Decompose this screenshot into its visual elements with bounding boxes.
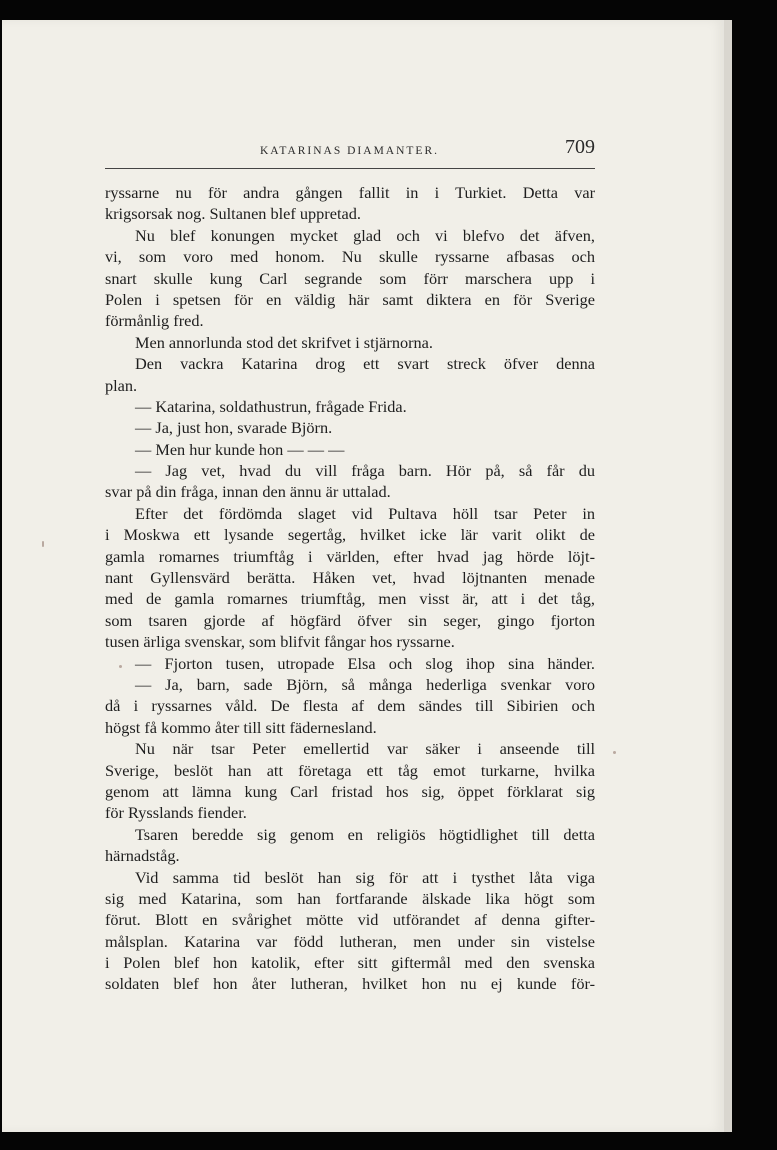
text-line: högst få kommo åter till sitt fädernesland. (105, 717, 377, 737)
text-line: — Ja, barn, sade Björn, så många hederliga svenkar voro (135, 674, 595, 694)
text-line: ryssarne nu för andra gången fallit in i Turkiet. Detta var (105, 183, 595, 202)
text-line: Tsaren beredde sig genom en religiös högtidlighet till detta (135, 824, 595, 844)
text-line: med de gamla romarnes triumftåg, men visst är, att i det tåg, (105, 589, 595, 609)
text-line: härnadståg. (105, 846, 180, 866)
text-line: soldaten blef hon åter lutheran, hvilket hon nu ej kunde för- (105, 974, 595, 994)
book-page (2, 20, 724, 1132)
text-line: då i ryssarnes våld. De flesta af dem sändes till Sibirien och (105, 696, 595, 716)
text-line: — Jag vet, hvad du vill fråga barn. Hör på, så får du (135, 461, 595, 481)
text-line: Nu blef konungen mycket glad och vi blefvo det äfven, (135, 225, 595, 245)
paper-speck (613, 751, 616, 754)
text-line: — Men hur kunde hon — — — (135, 439, 345, 459)
page-number: 709 (565, 136, 595, 158)
text-line: — Fjorton tusen, utropade Elsa och slog ihop sina händer. (135, 653, 595, 673)
paper-speck (42, 541, 44, 547)
page-edge-shadow (724, 20, 732, 1132)
text-line: tusen ärliga svenskar, som blifvit fångar hos ryssarne. (105, 632, 455, 652)
text-line: sig med Katarina, som han fortfarande älskade lika högt som (105, 888, 595, 908)
text-line: Nu när tsar Peter emellertid var säker i anseende till (135, 739, 595, 759)
text-line: plan. (105, 375, 138, 395)
paper-speck (119, 665, 122, 668)
text-line: målsplan. Katarina var född lutheran, men under sin vistelse (105, 931, 595, 951)
text-line: vi, som voro med honom. Nu skulle ryssarne afbasas och (105, 247, 595, 267)
text-line: Sverige, beslöt han att företaga ett tåg emot turkarne, hvilka (105, 760, 595, 780)
text-line: i Polen blef hon katolik, efter sitt giftermål med den svenska (105, 953, 595, 973)
text-line: gamla romarnes triumftåg i världen, efter hvad jag hörde löjt- (105, 546, 595, 566)
text-line: Polen i spetsen för en väldig här samt diktera en för Sverige (105, 289, 595, 309)
text-line: — Katarina, soldathustrun, frågade Frida. (135, 396, 407, 416)
page-body-text (105, 182, 595, 995)
text-line: förmånlig fred. (105, 311, 204, 331)
text-line: Efter det fördömda slaget vid Pultava höll tsar Peter in (135, 503, 595, 523)
text-line: nant Gyllensvärd berätta. Håken vet, hvad löjtnanten menade (105, 568, 595, 588)
text-line: för Rysslands fiender. (105, 803, 247, 823)
text-line: krigsorsak nog. Sultanen blef uppretad. (105, 204, 361, 224)
text-line: Men annorlunda stod det skrifvet i stjärnorna. (135, 332, 433, 352)
running-title: KATARINAS DIAMANTER. (260, 145, 439, 157)
text-line: Den vackra Katarina drog ett svart streck öfver denna (135, 354, 595, 374)
text-line: snart skulle kung Carl segrande som förr marschera upp i (105, 268, 595, 288)
text-line: — Ja, just hon, svarade Björn. (135, 418, 333, 438)
text-line: i Moskwa ett lysande segertåg, hvilket icke lär varit olikt de (105, 525, 595, 545)
text-line: Vid samma tid beslöt han sig för att i tysthet låta viga (135, 867, 595, 887)
text-line: svar på din fråga, innan den ännu är uttalad. (105, 482, 391, 502)
text-line: förut. Blott en svårighet mötte vid utförandet af denna gifter- (105, 910, 595, 930)
text-line: genom att lämna kung Carl fristad hos sig, öppet förklarat sig (105, 781, 595, 801)
page-header (105, 136, 595, 169)
text-line: som tsaren gjorde af högfärd öfver sin seger, gingo fjorton (105, 610, 595, 630)
